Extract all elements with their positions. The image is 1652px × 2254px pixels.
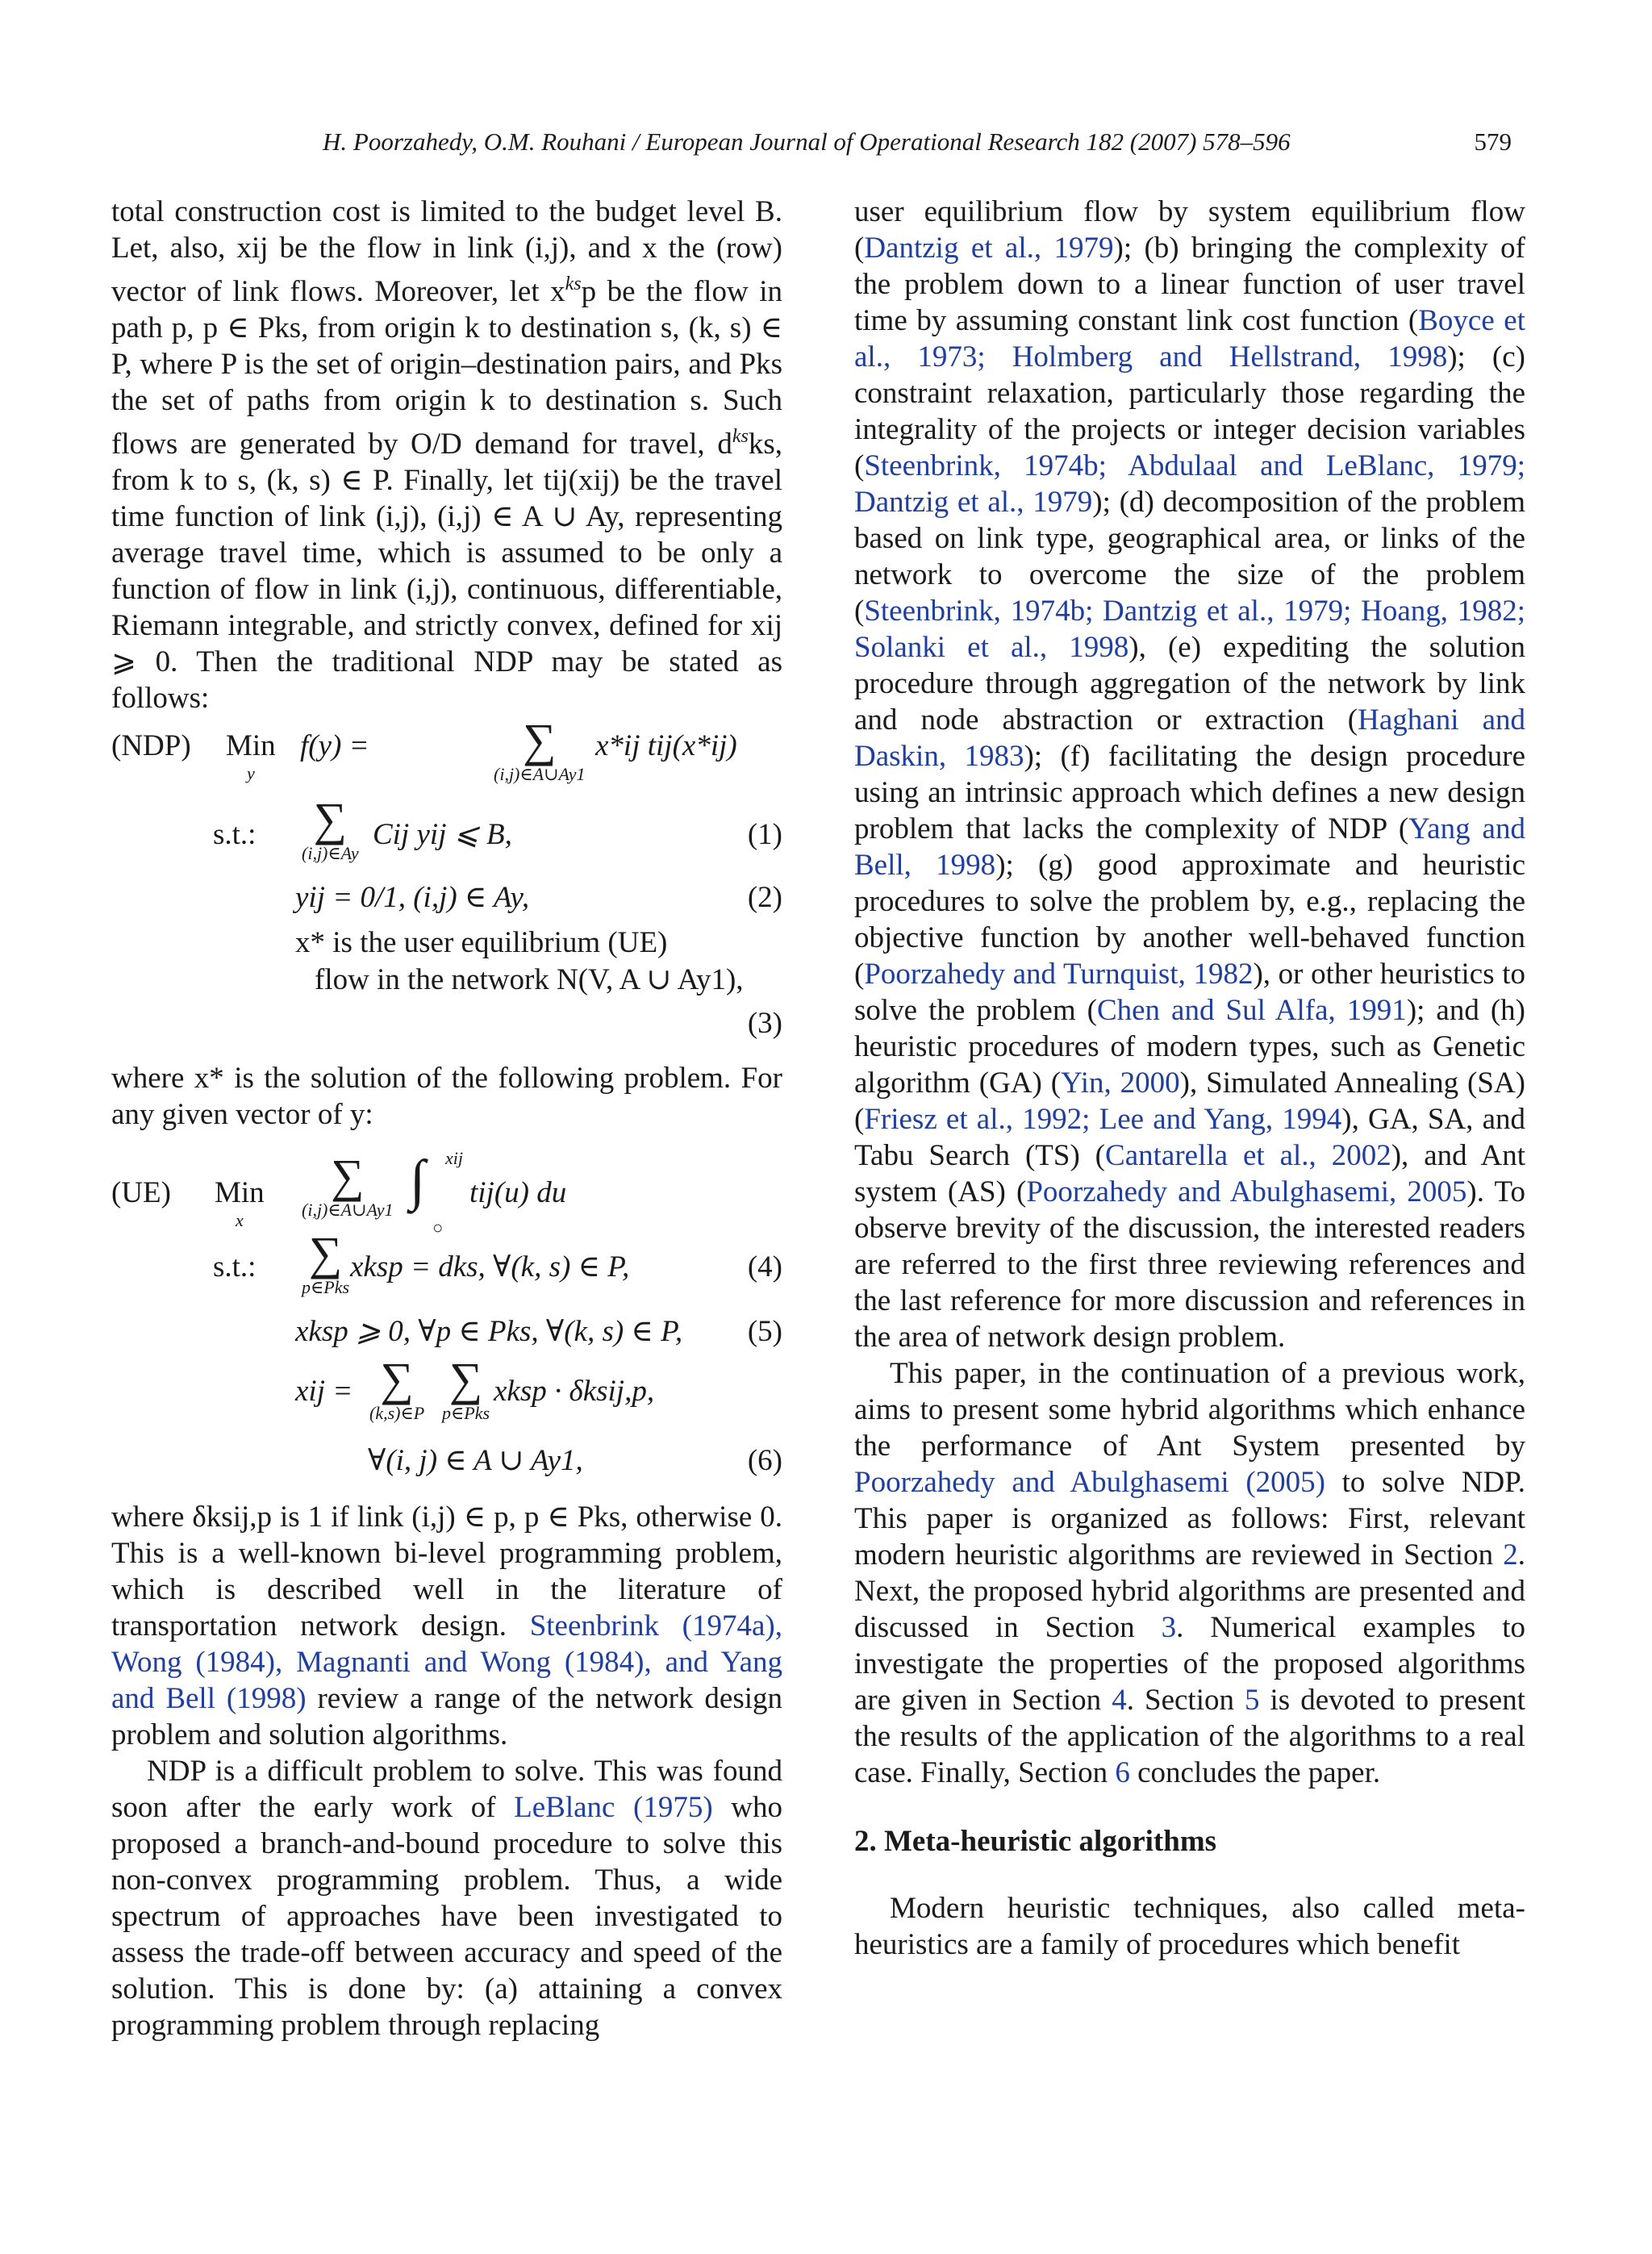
- running-head: H. Poorzahedy, O.M. Rouhani / European Journal of Operational Research 182 (2007) 578–596: [323, 127, 1291, 156]
- citation-link[interactable]: Steenbrink, 1974b; Dantzig et al., 1979; Hoang, 1982; Solanki et al., 1998: [854, 595, 1525, 664]
- citation-link[interactable]: Friesz et al., 1992; Lee and Yang, 1994: [864, 1103, 1342, 1136]
- citation-link[interactable]: Boyce et al., 1973; Holmberg and Hellstrand, 1998: [854, 304, 1525, 374]
- ue-objective: (UE) Min x ∑ (i,j)∈A∪Ay1 ∫ xij ○ tij(u) du: [111, 1148, 567, 1238]
- constraint-5: xksp ⩾ 0, ∀p ∈ Pks, ∀(k, s) ∈ P, (5): [295, 1315, 782, 1348]
- citation-link[interactable]: Chen and Sul Alfa, 1991: [1096, 994, 1407, 1027]
- citation-link[interactable]: Poorzahedy and Turnquist, 1982: [864, 958, 1254, 991]
- paragraph: where x* is the solution of the following problem. For any given vector of y:: [111, 1062, 782, 1131]
- paragraph: where δksij,p is 1 if link (i,j) ∈ p, p ∈ Pks, otherwise 0. This is a well-known bi-level programming problem, which is described well in the literature of transportation network design. Steenbrink (1974a), Wong (1984), Magnanti and Wong (1984), and Yang and Bell (1998) review a range of the network design problem and solution algorithms.: [111, 1501, 783, 1751]
- section-link[interactable]: 4: [1112, 1684, 1127, 1717]
- citation-link[interactable]: Steenbrink, 1974b; Abdulaal and LeBlanc, 1979; Dantzig et al., 1979: [854, 449, 1525, 519]
- constraint-6: xij = ∑ (k,s)∈P ∑ p∈Pks xksp · δksij,p,: [295, 1353, 655, 1423]
- paragraph: total construction cost is limited to the budget level B. Let, also, xij be the flow in link (i,j), and x the (row) vector of link flows. Moreover, let $x^{ks}p$ be the flow in path p, p ∈ Pks, from origin k to destination s, (k, s) ∈ P, where P is the set of origin–destination pairs, and Pks the set of paths from origin k to destination s. Such flows are generated by O/D demand for travel, $d^{ks}ks$, from k to s, (k, s) ∈ P. Finally, let tij(xij) be the travel time function of link (i,j), (i,j) ∈ A ∪ Ay, representing average travel time, which is assumed to be only a function of flow in link (i,j), continuous, differentiable, Riemann integrable, and strictly convex, defined for xij ⩾ 0. Then the traditional NDP may be stated as follows:: [111, 195, 783, 715]
- citation-link[interactable]: Haghani and Daskin, 1983: [854, 703, 1525, 773]
- section-link[interactable]: 2: [1503, 1538, 1518, 1572]
- right-column: [854, 194, 1525, 1963]
- citation-link[interactable]: Dantzig et al., 1979: [864, 232, 1114, 265]
- page-number: 579: [1474, 127, 1512, 156]
- citation-link[interactable]: Steenbrink (1974a), Wong (1984), Magnanti and Wong (1984), and Yang and Bell (1998): [111, 1609, 782, 1715]
- constraint-4: s.t.: ∑ p∈Pks xksp = dks, ∀(k, s) ∈ P, (4): [213, 1227, 782, 1297]
- constraint-2: yij = 0/1, (i,j) ∈ Ay, (2): [295, 881, 782, 914]
- paragraph: This paper, in the continuation of a previous work, aims to present some hybrid algorithms which enhance the performance of Ant System presented by Poorzahedy and Abulghasemi (2005) to solve NDP. This paper is organized as follows: First, relevant modern heuristic algorithms are reviewed in Section 2. Next, the proposed hybrid algorithms are presented and discussed in Section 3. Numerical examples to investigate the properties of the proposed algorithms are given in Section 4. Section 5 is devoted to present the results of the application of the algorithms to a real case. Finally, Section 6 concludes the paper.: [854, 1357, 1526, 1789]
- section-link[interactable]: 5: [1245, 1684, 1260, 1717]
- citation-link[interactable]: Yin, 2000: [1061, 1066, 1180, 1100]
- constraint-1: s.t.: ∑ (i,j)∈Ay Cij yij ⩽ B, (1): [213, 793, 782, 863]
- ndp-formulation: (NDP) Min y f(y) = ∑ (i,j)∈A∪Ay1 x*ij tij(x*ij) s.t.: ∑ (i,j)∈Ay Cij yij ⩽ B, (1) yij = 0/1, (i,j) ∈ Ay, (2) x* is the user equilibrium (UE) flow in the network N(V, A ∪ Ay1), (3): [111, 714, 782, 1040]
- citation-link[interactable]: LeBlanc (1975): [514, 1791, 713, 1824]
- section-link[interactable]: 6: [1115, 1756, 1130, 1789]
- citation-link[interactable]: Yang and Bell, 1998: [854, 812, 1525, 882]
- paragraph: NDP is a difficult problem to solve. This was found soon after the early work of LeBlanc (1975) who proposed a branch-and-bound procedure to solve this non-convex programming problem. Thus, a wide spectrum of approaches have been investigated to assess the trade-off between accuracy and speed of the solution. This is done by: (a) attaining a convex programming problem through replacing: [111, 1755, 782, 2042]
- citation-link[interactable]: Poorzahedy and Abulghasemi (2005): [854, 1466, 1325, 1499]
- ue-formulation: (UE) Min x ∑ (i,j)∈A∪Ay1 ∫ xij ○ tij(u) du s.t.: ∑ p∈Pks xksp = dks, ∀(k, s) ∈ P, (4) xksp ⩾ 0, ∀p ∈ Pks, ∀(k, s) ∈ P, (5) xij = ∑ (k,s)∈P ∑ p∈Pks xksp · δksij,p, ∀(i, j) ∈ A ∪ Ay1, (6): [111, 1148, 782, 1477]
- paragraph: Modern heuristic techniques, also called meta-heuristics are a family of procedures which benefit: [854, 1892, 1525, 1961]
- section-link[interactable]: 3: [1161, 1611, 1177, 1644]
- constraint-3: x* is the user equilibrium (UE): [295, 926, 668, 959]
- citation-link[interactable]: Poorzahedy and Abulghasemi, 2005: [1026, 1175, 1467, 1208]
- paragraph: user equilibrium flow by system equilibrium flow (Dantzig et al., 1979); (b) bringing the complexity of the problem down to a linear function of user travel time by assuming constant link cost function (Boyce et al., 1973; Holmberg and Hellstrand, 1998); (c) constraint relaxation, particularly those regarding the integrality of the projects or integer decision variables (Steenbrink, 1974b; Abdulaal and LeBlanc, 1979; Dantzig et al., 1979); (d) decomposition of the problem based on link type, geographical area, or links of the network to overcome the size of the problem (Steenbrink, 1974b; Dantzig et al., 1979; Hoang, 1982; Solanki et al., 1998), (e) expediting the solution procedure through aggregation of the network by link and node abstraction or extraction (Haghani and Daskin, 1983); (f) facilitating the design procedure using an intrinsic approach which defines a new design problem that lacks the complexity of NDP (Yang and Bell, 1998); (g) good approximate and heuristic procedures to solve the problem by, e.g., replacing the objective function by another well-behaved function (Poorzahedy and Turnquist, 1982), or other heuristics to solve the problem (Chen and Sul Alfa, 1991); and (h) heuristic procedures of modern types, such as Genetic algorithm (GA) (Yin, 2000), Simulated Annealing (SA) (Friesz et al., 1992; Lee and Yang, 1994), GA, SA, and Tabu Search (TS) (Cantarella et al., 2002), and Ant system (AS) (Poorzahedy and Abulghasemi, 2005). To observe brevity of the discussion, the interested readers are referred to the first three reviewing references and the last reference for more discussion and references in the area of network design problem.: [854, 195, 1526, 1354]
- section-heading: 2. Meta-heuristic algorithms: [854, 1825, 1217, 1858]
- left-column: [111, 194, 782, 2043]
- running-header: [0, 127, 1652, 165]
- ndp-objective: (NDP) Min y f(y) = ∑ (i,j)∈A∪Ay1 x*ij tij(x*ij): [111, 714, 737, 784]
- citation-link[interactable]: Cantarella et al., 2002: [1105, 1139, 1391, 1172]
